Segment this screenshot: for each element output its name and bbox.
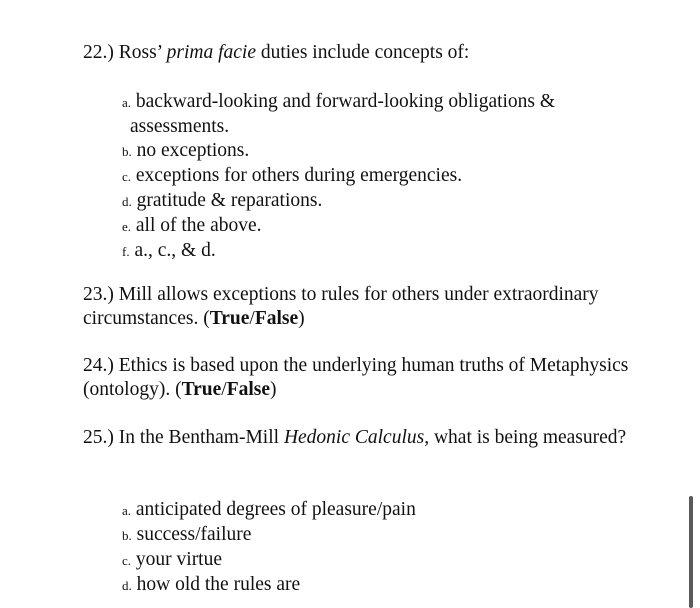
option-letter: d. [122,194,132,209]
question-24-text: 24.) Ethics is based upon the underlying human truths of Metaphysics (ontology). ( [83,355,629,400]
option-text: exceptions for others during emergencies. [135,165,463,186]
option-text: how old the rules are [136,574,301,595]
question-25-text-before: 25.) In the Bentham-Mill [83,427,284,448]
option-letter: a. [122,503,132,518]
question-24-close: ) [270,379,277,400]
question-25-text-after: , what is being measured? [424,427,627,448]
option-letter: c. [122,553,132,568]
question-23-false: False [254,308,299,329]
option-22-c [122,164,622,189]
question-22-options [122,90,622,264]
option-25-c [122,548,622,573]
question-23-true: True [209,308,250,329]
option-letter: d. [122,578,132,593]
option-text: no exceptions. [136,140,250,161]
question-22-italic-term: prima facie [166,42,256,63]
option-25-d [122,573,622,598]
question-24 [83,354,643,402]
vertical-scrollbar[interactable] [689,496,693,608]
question-23-text: 23.) Mill allows exceptions to rules for others under extraordinary circumstances. ( [83,284,599,329]
option-25-b [122,523,622,548]
option-22-f [122,239,622,264]
option-text: gratitude & reparations. [136,190,323,211]
option-letter: f. [122,244,130,259]
option-text: a., c., & d. [134,240,216,261]
option-text: anticipated degrees of pleasure/pain [135,499,416,520]
option-text: your virtue [135,549,223,570]
option-text: backward-looking and forward-looking obligations & [135,91,556,112]
option-22-e [122,214,622,239]
question-22 [83,41,643,65]
question-22-number: 22.) [83,42,114,63]
question-22-text-before: Ross’ [113,42,167,63]
question-24-true: True [181,379,222,400]
option-text-continued: assessments. [130,116,230,137]
option-letter: e. [122,219,132,234]
option-letter: b. [122,528,132,543]
option-text: success/failure [136,524,252,545]
option-letter: a. [122,95,132,110]
question-22-text-after: duties include concepts of: [255,42,470,63]
question-25-italic-term: Hedonic Calculus [283,427,425,448]
option-22-b [122,139,622,164]
option-22-a [122,90,622,139]
option-letter: c. [122,169,132,184]
question-23-slash: / [249,308,255,329]
question-24-false: False [226,379,271,400]
option-text: all of the above. [135,215,262,236]
option-25-a [122,498,622,523]
question-23-close: ) [298,308,305,329]
question-24-slash: / [221,379,227,400]
option-letter: b. [122,144,132,159]
question-25-options [122,498,622,598]
question-23 [83,283,643,331]
question-25 [83,426,643,450]
option-22-d [122,189,622,214]
